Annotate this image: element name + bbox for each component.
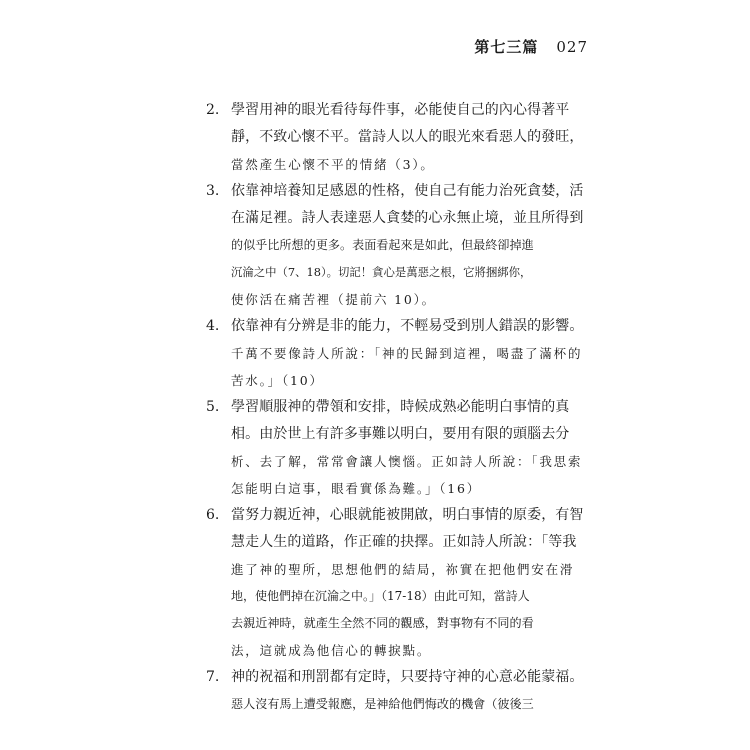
list-item-number: 3. bbox=[206, 183, 220, 199]
text-line: 千萬不要像詩人所說：「神的民歸到這裡，喝盡了滿杯的 bbox=[231, 346, 583, 361]
list-item bbox=[200, 502, 585, 664]
chapter-title: 第七三篇 bbox=[474, 38, 539, 56]
text-line: 沉淪之中（7、18）。切記！貪心是萬惡之根，它將捆綁你， bbox=[231, 265, 532, 279]
list-item bbox=[200, 394, 585, 502]
text-line: 去親近神時，就產生全然不同的觀感，對事物有不同的看 bbox=[231, 616, 534, 630]
text-line: 惡人沒有馬上遭受報應，是神給他們悔改的機會（彼後三 bbox=[231, 697, 534, 711]
list-item-number: 7. bbox=[206, 669, 220, 685]
list-item-text bbox=[231, 178, 585, 313]
list-item-text bbox=[231, 502, 585, 664]
list-item-text bbox=[231, 664, 585, 718]
text-line: 神的祝福和刑罰都有定時，只要持守神的心意必能蒙福。 bbox=[231, 669, 584, 685]
text-line: 依靠神培養知足感恩的性格，使自己有能力治死貪婪，活 bbox=[231, 183, 584, 199]
text-line: 依靠神有分辨是非的能力，不輕易受到別人錯誤的影響。 bbox=[231, 318, 584, 334]
page-header bbox=[474, 36, 588, 57]
list-item bbox=[200, 178, 585, 313]
list-item-number: 6. bbox=[206, 507, 220, 523]
list-item bbox=[200, 97, 585, 178]
text-line: 在滿足裡。詩人表達惡人貪婪的心永無止境，並且所得到 bbox=[231, 210, 584, 226]
list-item-text bbox=[231, 97, 585, 178]
page-number: 027 bbox=[556, 38, 588, 56]
text-line: 的似乎比所想的更多。表面看起來是如此，但最終卻掉進 bbox=[231, 238, 534, 252]
list-item-text bbox=[231, 394, 585, 502]
text-line: 慧走人生的道路，作正確的抉擇。正如詩人所說：「等我 bbox=[231, 534, 577, 550]
text-line: 學習順服神的帶領和安排，時候成熟必能明白事情的真 bbox=[231, 399, 570, 415]
text-line: 相。由於世上有許多事難以明白，要用有限的頭腦去分 bbox=[231, 426, 570, 442]
text-line: 當努力親近神，心眼就能被開啟，明白事情的原委，有智 bbox=[231, 507, 584, 523]
text-line: 怎能明白這事，眼看實係為難。」（16） bbox=[231, 481, 482, 496]
text-line: 苦水。」（10） bbox=[231, 373, 324, 388]
numbered-list bbox=[200, 97, 585, 718]
text-line: 法，這就成為他信心的轉捩點。 bbox=[231, 643, 432, 658]
text-line: 使你活在痛苦裡（提前六 10）。 bbox=[231, 292, 436, 307]
text-line: 靜，不致心懷不平。當詩人以人的眼光來看惡人的發旺， bbox=[231, 129, 584, 145]
text-line: 地，使他們掉在沉淪之中。」（17-18）由此可知，當詩人 bbox=[231, 589, 530, 603]
list-item bbox=[200, 664, 585, 718]
list-item-number: 4. bbox=[206, 318, 220, 334]
text-line: 析、去了解，常常會讓人懊惱。正如詩人所說：「我思索 bbox=[231, 454, 583, 469]
text-line: 進了神的聖所，思想他們的結局，祢實在把他們安在滑 bbox=[231, 562, 575, 577]
list-item-text bbox=[231, 313, 585, 394]
list-item-number: 2. bbox=[206, 102, 220, 118]
text-line: 學習用神的眼光看待每件事，必能使自己的內心得著平 bbox=[231, 102, 570, 118]
list-item-number: 5. bbox=[206, 399, 220, 415]
text-line: 當然產生心懷不平的情緒（3）。 bbox=[231, 157, 435, 172]
list-item bbox=[200, 313, 585, 394]
